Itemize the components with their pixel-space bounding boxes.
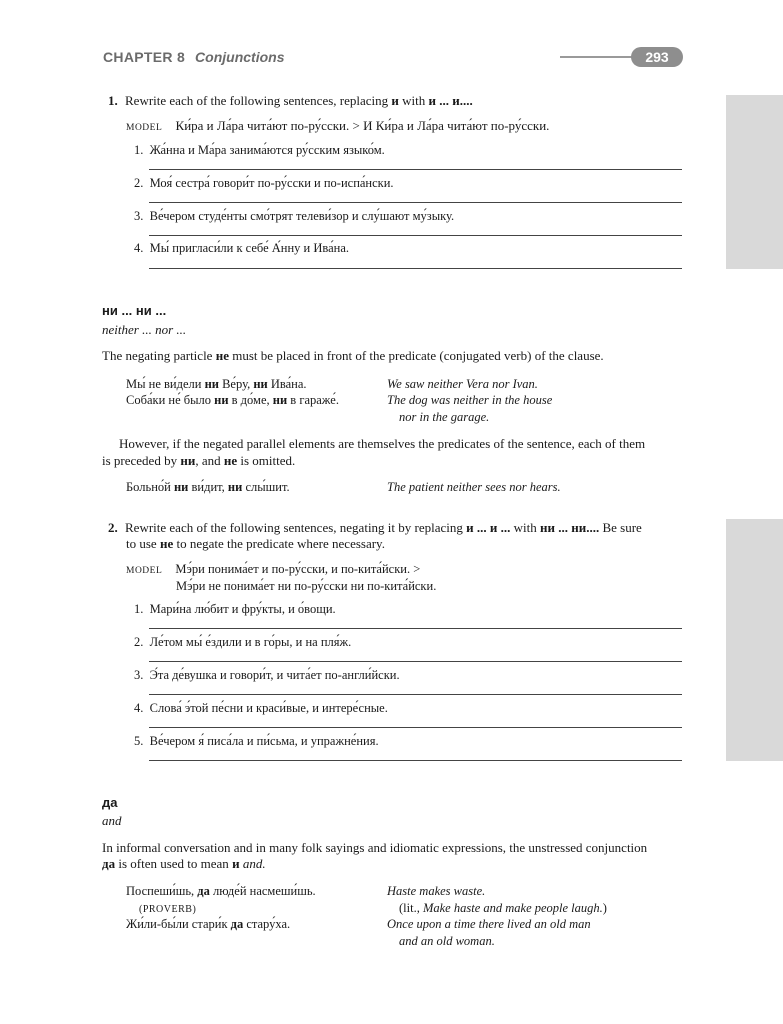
- page-number: 293: [631, 47, 683, 67]
- list-item: 3. Э́та де́вушка и говори́т, и чита́ет по-англи́йски.: [134, 668, 400, 682]
- list-item: 1. Жа́нна и Ма́ра занима́ются ру́сским языко́м.: [134, 143, 385, 157]
- list-item: 4. Слова́ э́той пе́сни и краси́вые, и интере́сные.: [134, 701, 388, 715]
- exercise-2-model-answer: Мэ́ри не понима́ет ни по-ру́сски ни по-кита́йски.: [176, 579, 437, 593]
- answer-line[interactable]: [149, 727, 682, 728]
- section-gloss: neither ... nor ...: [102, 322, 187, 337]
- example-translation: Haste makes waste.: [387, 884, 486, 898]
- answer-line[interactable]: [149, 268, 682, 269]
- page-number-rule: [560, 56, 640, 58]
- answer-line[interactable]: [149, 760, 682, 761]
- example-russian: Жи́ли-бы́ли стари́к да стару́ха.: [126, 917, 291, 931]
- running-header: [103, 49, 284, 65]
- chapter-number: CHAPTER 8: [103, 49, 186, 65]
- list-item: 1. Мари́на лю́бит и фру́кты, и о́вощи.: [134, 602, 336, 616]
- example-russian: Больно́й ни ви́дит, ни слы́шит.: [126, 480, 290, 494]
- list-item: 2. Ле́том мы́ е́здили и в го́ры, и на пля́ж.: [134, 635, 352, 649]
- paragraph: However, if the negated parallel elements are themselves the predicates of the sentence, each of them: [119, 436, 646, 451]
- section-heading-ni-ni: ни ... ни ...: [102, 303, 167, 318]
- answer-line[interactable]: [149, 235, 682, 236]
- chapter-title: Conjunctions: [195, 49, 285, 65]
- example-russian: Мы́ не ви́дели ни Ве́ру, ни Ива́на.: [126, 377, 307, 391]
- paragraph: да is often used to mean и and.: [102, 856, 266, 871]
- paragraph: is preceded by ни, and не is omitted.: [102, 453, 296, 468]
- exercise-side-tab: [726, 519, 783, 761]
- list-item: 3. Ве́чером студе́нты смо́трят телеви́зор и слу́шают му́зыку.: [134, 209, 455, 223]
- list-item: 4. Мы́ пригласи́ли к себе́ А́нну и Ива́на.: [134, 241, 350, 255]
- example-translation: We saw neither Vera nor Ivan.: [387, 377, 538, 391]
- paragraph: In informal conversation and in many folk sayings and idiomatic expressions, the unstressed conjunction: [102, 840, 648, 855]
- example-translation: Once upon a time there lived an old man: [387, 917, 591, 931]
- answer-line[interactable]: [149, 661, 682, 662]
- answer-line[interactable]: [149, 169, 682, 170]
- exercise-2-model: MODEL Мэ́ри понима́ет и по-ру́сски, и по-кита́йски. >: [126, 562, 421, 576]
- exercise-2-instructions: 2. Rewrite each of the following sentences, negating it by replacing и ... и ... with ни ... ни.... Be sure: [108, 520, 642, 535]
- example-translation: The patient neither sees nor hears.: [387, 480, 561, 494]
- example-translation: The dog was neither in the house: [387, 393, 553, 407]
- answer-line[interactable]: [149, 628, 682, 629]
- proverb-tag: (PROVERB): [139, 904, 197, 915]
- section-gloss: and: [102, 813, 122, 828]
- list-item: 5. Ве́чером я́ писа́ла и пи́сьма, и упражне́ния.: [134, 734, 379, 748]
- example-russian: Соба́ки не́ было ни в до́ме, ни в гараже́.: [126, 393, 339, 407]
- example-russian: Поспеши́шь, да люде́й насмеши́шь.: [126, 884, 316, 898]
- section-heading-da: да: [102, 795, 118, 810]
- answer-line[interactable]: [149, 202, 682, 203]
- answer-line[interactable]: [149, 694, 682, 695]
- exercise-1-instructions: 1. Rewrite each of the following sentences, replacing и with и ... и....: [108, 93, 473, 108]
- example-translation: nor in the garage.: [399, 410, 490, 424]
- example-translation: and an old woman.: [399, 934, 495, 948]
- paragraph: The negating particle не must be placed in front of the predicate (conjugated verb) of the clause.: [102, 348, 604, 363]
- example-translation: (lit., Make haste and make people laugh.): [399, 901, 607, 915]
- exercise-1-model: MODEL Ки́ра и Ла́ра чита́ют по-ру́сски. > И Ки́ра и Ла́ра чита́ют по-ру́сски.: [126, 118, 550, 133]
- exercise-2-instructions-cont: to use не to negate the predicate where necessary.: [126, 536, 385, 551]
- list-item: 2. Моя́ сестра́ говори́т по-ру́сски и по-испа́нски.: [134, 176, 394, 190]
- exercise-side-tab: [726, 95, 783, 269]
